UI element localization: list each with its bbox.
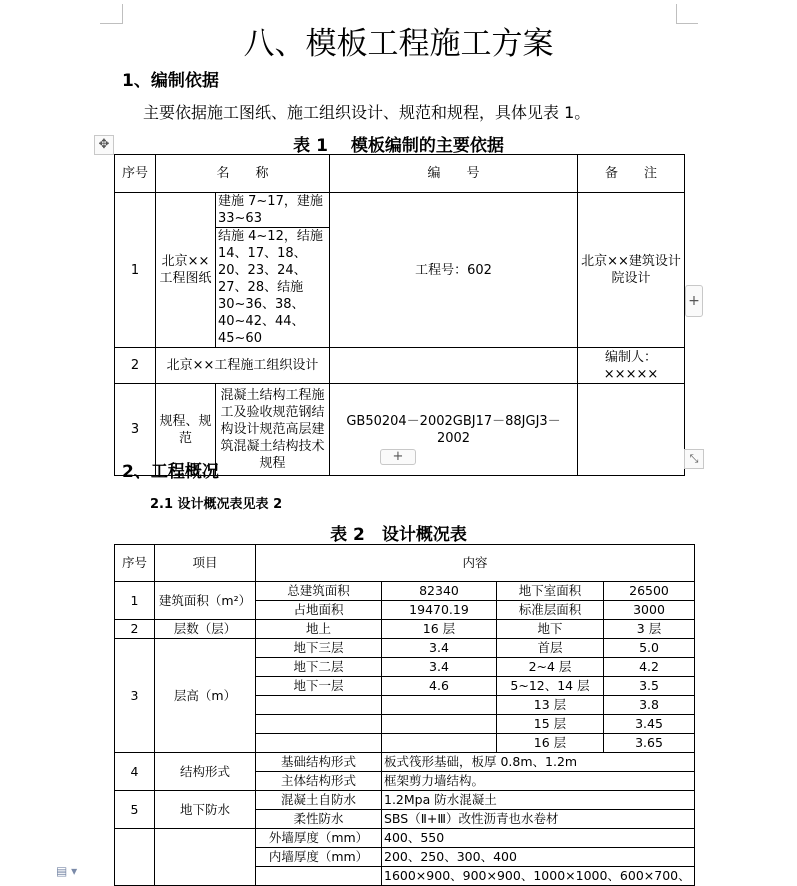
table-cell: 主体结构形式 — [256, 772, 382, 791]
table-cell — [382, 715, 497, 734]
table-cell: 3.4 — [382, 658, 497, 677]
paragraph: 主要依据施工图纸、施工组织设计、规范和规程，具体见表 1。 — [143, 103, 591, 122]
add-column-button[interactable]: + — [685, 285, 703, 317]
table-cell: 标准层面积 — [497, 601, 604, 620]
table-cell: 82340 — [382, 582, 497, 601]
table-cell: 北京××建筑设计院设计 — [578, 193, 685, 348]
section-heading: 2、工程概况 — [122, 462, 219, 482]
header-cell: 名 称 — [156, 155, 330, 193]
table-cell: 4 — [115, 753, 155, 791]
table-cell: 首层 — [497, 639, 604, 658]
table-move-handle-icon[interactable]: ✥ — [94, 135, 114, 155]
table-cell: 层数（层） — [155, 620, 256, 639]
table-cell: 总建筑面积 — [256, 582, 382, 601]
table-cell: 3 层 — [604, 620, 695, 639]
table-cell: 板式筏形基础，板厚 0.8m、1.2m — [382, 753, 695, 772]
subsection-heading: 2.1 设计概况表见表 2 — [150, 497, 283, 512]
table-cell — [256, 734, 382, 753]
section-heading: 1、编制依据 — [122, 71, 219, 91]
table-resize-icon[interactable]: ⤡ — [684, 449, 704, 469]
table-cell: 框架剪力墙结构。 — [382, 772, 695, 791]
table-cell — [578, 384, 685, 476]
table-cell: 15 层 — [497, 715, 604, 734]
table-cell: 混凝土自防水 — [256, 791, 382, 810]
header-cell: 内容 — [256, 545, 695, 582]
header-cell: 项目 — [155, 545, 256, 582]
header-cell: 序号 — [115, 545, 155, 582]
table-cell: 13 层 — [497, 696, 604, 715]
table-cell — [330, 348, 578, 384]
table-cell: 5~12、14 层 — [497, 677, 604, 696]
table-cell — [256, 696, 382, 715]
add-row-button[interactable]: + — [380, 449, 416, 465]
table-cell: 柔性防水 — [256, 810, 382, 829]
table-cell: 200、250、300、400 — [382, 848, 695, 867]
table-cell: 地上 — [256, 620, 382, 639]
table-cell — [155, 829, 256, 886]
table-cell: 3.5 — [604, 677, 695, 696]
table-cell: 地下三层 — [256, 639, 382, 658]
table-cell: 结构形式 — [155, 753, 256, 791]
basis-table — [114, 154, 685, 476]
table-caption: 表 2 设计概况表 — [330, 525, 467, 545]
table-cell: 1600×900、900×900、1000×1000、600×700、 — [382, 867, 695, 886]
design-overview-table — [114, 544, 695, 886]
table-cell: 地下室面积 — [497, 582, 604, 601]
table-cell: 北京××工程施工组织设计 — [156, 348, 330, 384]
table-cell: 3.45 — [604, 715, 695, 734]
table-cell: 3.8 — [604, 696, 695, 715]
table-cell: 400、550 — [382, 829, 695, 848]
table-cell: 地下防水 — [155, 791, 256, 829]
header-cell: 备 注 — [578, 155, 685, 193]
table-cell — [115, 829, 155, 886]
table-cell: 占地面积 — [256, 601, 382, 620]
table-cell: 基础结构形式 — [256, 753, 382, 772]
table-cell: 1 — [115, 193, 156, 348]
header-cell: 序号 — [115, 155, 156, 193]
table-cell: 26500 — [604, 582, 695, 601]
table-cell: 编制人：××××× — [578, 348, 685, 384]
table-cell: 3000 — [604, 601, 695, 620]
table-cell: 3 — [115, 384, 156, 476]
table-cell: 3.65 — [604, 734, 695, 753]
document-icon[interactable]: ▤ ▾ — [56, 864, 78, 878]
table-cell — [256, 715, 382, 734]
table-cell: 1 — [115, 582, 155, 620]
table-cell: GB50204－2002GBJ17－88JGJ3－2002 — [330, 384, 578, 476]
table-cell: 层高（m） — [155, 639, 256, 753]
table-cell: 建施 7~17，建施 33~63 — [216, 193, 330, 228]
table-cell: 地下一层 — [256, 677, 382, 696]
table-cell: 地下二层 — [256, 658, 382, 677]
table-cell: 3 — [115, 639, 155, 753]
table-cell — [382, 734, 497, 753]
table-cell: 1.2Mpa 防水混凝土 — [382, 791, 695, 810]
table-cell: SBS（Ⅱ+Ⅲ）改性沥青也水卷材 — [382, 810, 695, 829]
table-cell: 混凝土结构工程施工及验收规范钢结构设计规范高层建筑混凝土结构技术规程 — [216, 384, 330, 476]
table-cell: 建筑面积（m²） — [155, 582, 256, 620]
table-cell: 内墙厚度（mm） — [256, 848, 382, 867]
table-cell — [256, 867, 382, 886]
table-cell: 工程号：602 — [330, 193, 578, 348]
table-cell: 3.4 — [382, 639, 497, 658]
table-cell: 5 — [115, 791, 155, 829]
table-cell: 结施 4~12，结施 14、17、18、20、23、24、27、28、结施 30~36、38、40~42、44、45~60 — [216, 228, 330, 348]
header-cell: 编 号 — [330, 155, 578, 193]
table-cell: 北京××工程图纸 — [156, 193, 216, 348]
table-cell: 5.0 — [604, 639, 695, 658]
document-title: 八、模板工程施工方案 — [243, 26, 554, 62]
table-cell: 2 — [115, 348, 156, 384]
table-cell: 外墙厚度（mm） — [256, 829, 382, 848]
table-cell: 2~4 层 — [497, 658, 604, 677]
table-cell: 16 层 — [497, 734, 604, 753]
table-cell: 4.6 — [382, 677, 497, 696]
table-cell: 规程、规范 — [156, 384, 216, 476]
table-cell: 16 层 — [382, 620, 497, 639]
table-caption: 表 1 模板编制的主要依据 — [293, 136, 504, 156]
table-cell: 4.2 — [604, 658, 695, 677]
table-cell: 19470.19 — [382, 601, 497, 620]
table-cell: 地下 — [497, 620, 604, 639]
table-cell: 2 — [115, 620, 155, 639]
table-cell — [382, 696, 497, 715]
